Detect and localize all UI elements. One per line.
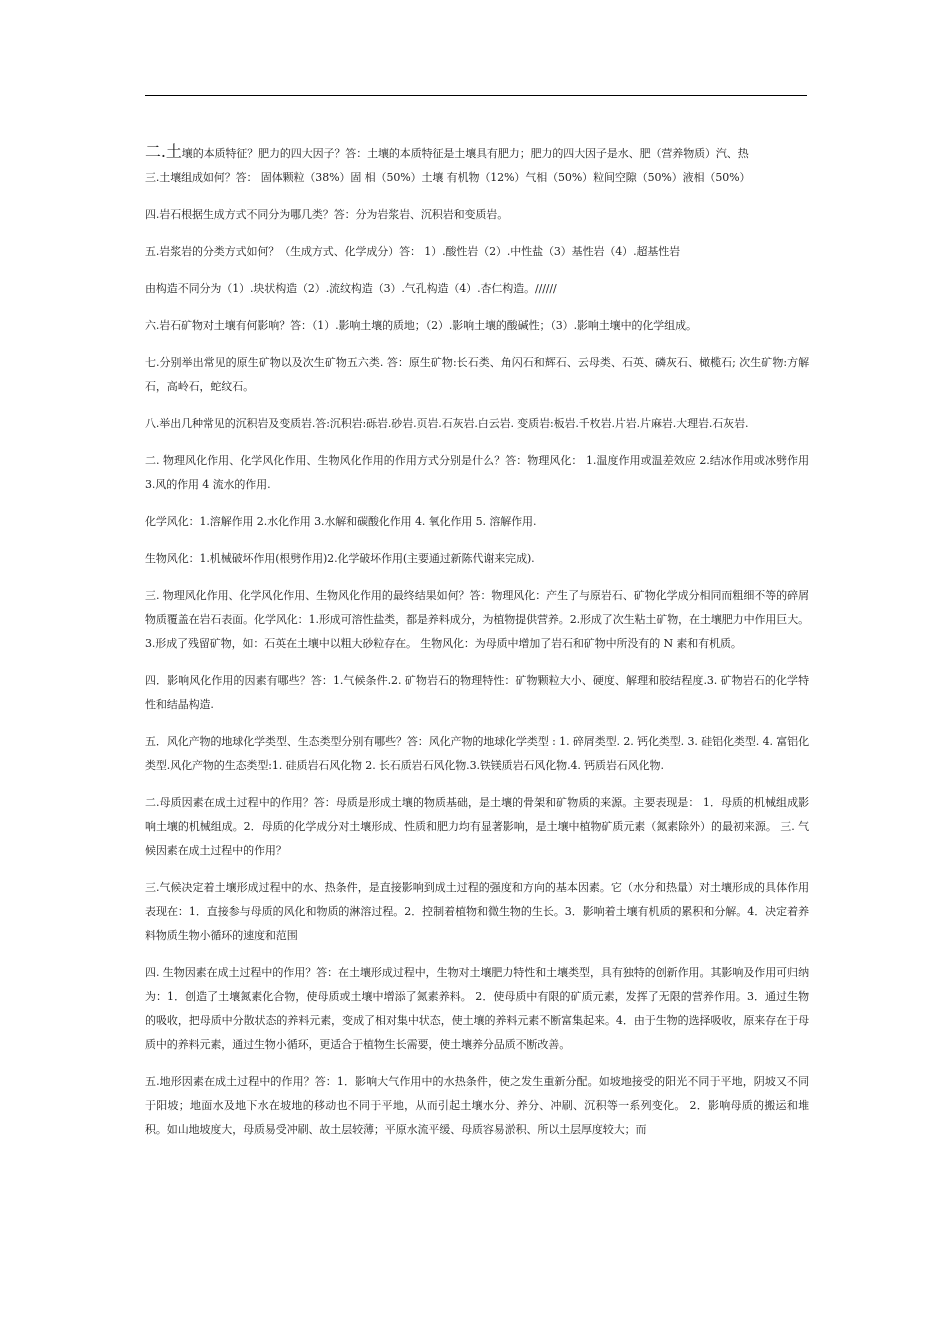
paragraph: 五.岩浆岩的分类方式如何？（生成方式、化学成分）答： 1）.酸性岩（2）.中性盐（3）基性岩（4）.超基性岩 xyxy=(145,245,681,258)
paragraph: 七.分别举出常见的原生矿物以及次生矿物五六类. 答：原生矿物:长石类、角闪石和辉石、云母类、石英、磷灰石、橄榄石; 次生矿物:方解石，高岭石，蛇纹石。 xyxy=(145,356,809,393)
paragraph: 四. 生物因素在成土过程中的作用？答：在土壤形成过程中，生物对土壤肥力特性和土壤类型，具有独特的创新作用。其影响及作用可归纳为：1．创造了土壤氮素化合物，使母质或土壤中增添了氮素养料。 2．使母质中有限的矿质元素，发挥了无限的营养作用。3．通过生物的吸收，把母质中分散状态的养料元素，变成了相对集中状态，使土壤的养料元素不断富集起来。4．由于生物的选择吸收，原来存在于母质中的养料元素，通过生物小循环，更适合于植物生长需要，使土壤养分品质不断改善。 xyxy=(145,966,809,1051)
paragraph: 四.岩石根据生成方式不同分为哪几类？答：分为岩浆岩、沉积岩和变质岩。 xyxy=(145,208,509,221)
paragraph-lead: 二.土 xyxy=(145,142,182,161)
paragraph: 三.土壤组成如何？答： 固体颗粒（38%）固 相（50%）土壤 有机物（12%）气相（50%）粒间空隙（50%）液相（50%） xyxy=(145,171,751,184)
paragraph: 由构造不同分为（1）.块状构造（2）.流纹构造（3）.气孔构造（4）.杏仁构造。////// xyxy=(145,282,557,295)
paragraph: 三. 物理风化作用、化学风化作用、生物风化作用的最终结果如何？答：物理风化：产生了与原岩石、矿物化学成分相同而粗细不等的碎屑物质覆盖在岩石表面。化学风化：1.形成可溶性盐类，都是养料成分，为植物提供营养。2.形成了次生粘土矿物，在土壤肥力中作用巨大。3.形成了残留矿物，如：石英在土壤中以粗大砂粒存在。 生物风化：为母质中增加了岩石和矿物中所没有的 N 素和有机质。 xyxy=(145,589,809,650)
paragraph xyxy=(145,140,809,166)
document-body xyxy=(145,140,809,1155)
paragraph: 四．影响风化作用的因素有哪些？答：1.气候条件.2. 矿物岩石的物理特性：矿物颗粒大小、硬度、解理和胶结程度.3. 矿物岩石的化学特性和结晶构造. xyxy=(145,674,809,711)
header-rule xyxy=(145,95,807,96)
paragraph: 二.母质因素在成土过程中的作用？答：母质是形成土壤的物质基础，是土壤的骨架和矿物质的来源。主要表现是： 1．母质的机械组成影响土壤的机械组成。2．母质的化学成分对土壤形成、性质和肥力均有显著影响，是土壤中植物矿质元素（氮素除外）的最初来源。 三. 气候因素在成土过程中的作用？ xyxy=(145,796,809,857)
paragraph: 生物风化：1.机械破坏作用(根劈作用)2.化学破坏作用(主要通过新陈代谢来完成). xyxy=(145,552,535,565)
paragraph: 三.气候决定着土壤形成过程中的水、热条件，是直接影响到成土过程的强度和方向的基本因素。它（水分和热量）对土壤形成的具体作用表现在：1．直接参与母质的风化和物质的淋溶过程。2．控制着植物和微生物的生长。3．影响着土壤有机质的累积和分解。4．决定着养料物质生物小循环的速度和范围 xyxy=(145,881,809,942)
paragraph: 五．风化产物的地球化学类型、生态类型分别有哪些？答：风化产物的地球化学类型 : 1. 碎屑类型. 2. 钙化类型. 3. 硅铝化类型. 4. 富铝化类型.风化产物的生态类型:1. 硅质岩石风化物 2. 长石质岩石风化物.3.铁镁质岩石风化物.4. 钙质岩石风化物. xyxy=(145,735,809,772)
paragraph: 五.地形因素在成土过程中的作用？答：1．影响大气作用中的水热条件，使之发生重新分配。如坡地接受的阳光不同于平地，阴坡又不同于阳坡；地面水及地下水在坡地的移动也不同于平地，从而引起土壤水分、养分、冲刷、沉积等一系列变化。 2．影响母质的搬运和堆积。如山地坡度大，母质易受冲刷、故土层较薄；平原水流平缓、母质容易淤积、所以土层厚度较大；而 xyxy=(145,1075,809,1136)
paragraph: 六.岩石矿物对土壤有何影响？答：（1）.影响土壤的质地；（2）.影响土壤的酸碱性；（3）.影响土壤中的化学组成。 xyxy=(145,319,697,332)
paragraph-text: 壤的本质特征？肥力的四大因子？答：土壤的本质特征是土壤具有肥力；肥力的四大因子是水、肥（营养物质）汽、热 xyxy=(181,147,749,160)
paragraph: 八.举出几种常见的沉积岩及变质岩.答:沉积岩:砾岩.砂岩.页岩.石灰岩.白云岩. 变质岩:板岩.千枚岩.片岩.片麻岩.大理岩.石灰岩. xyxy=(145,417,749,430)
paragraph: 二. 物理风化作用、化学风化作用、生物风化作用的作用方式分别是什么？答：物理风化： 1.温度作用或温差效应 2.结冰作用或冰劈作用 3.风的作用 4 流水的作用. xyxy=(145,454,809,491)
paragraph: 化学风化：1.溶解作用 2.水化作用 3.水解和碳酸化作用 4. 氧化作用 5. 溶解作用. xyxy=(145,515,537,528)
